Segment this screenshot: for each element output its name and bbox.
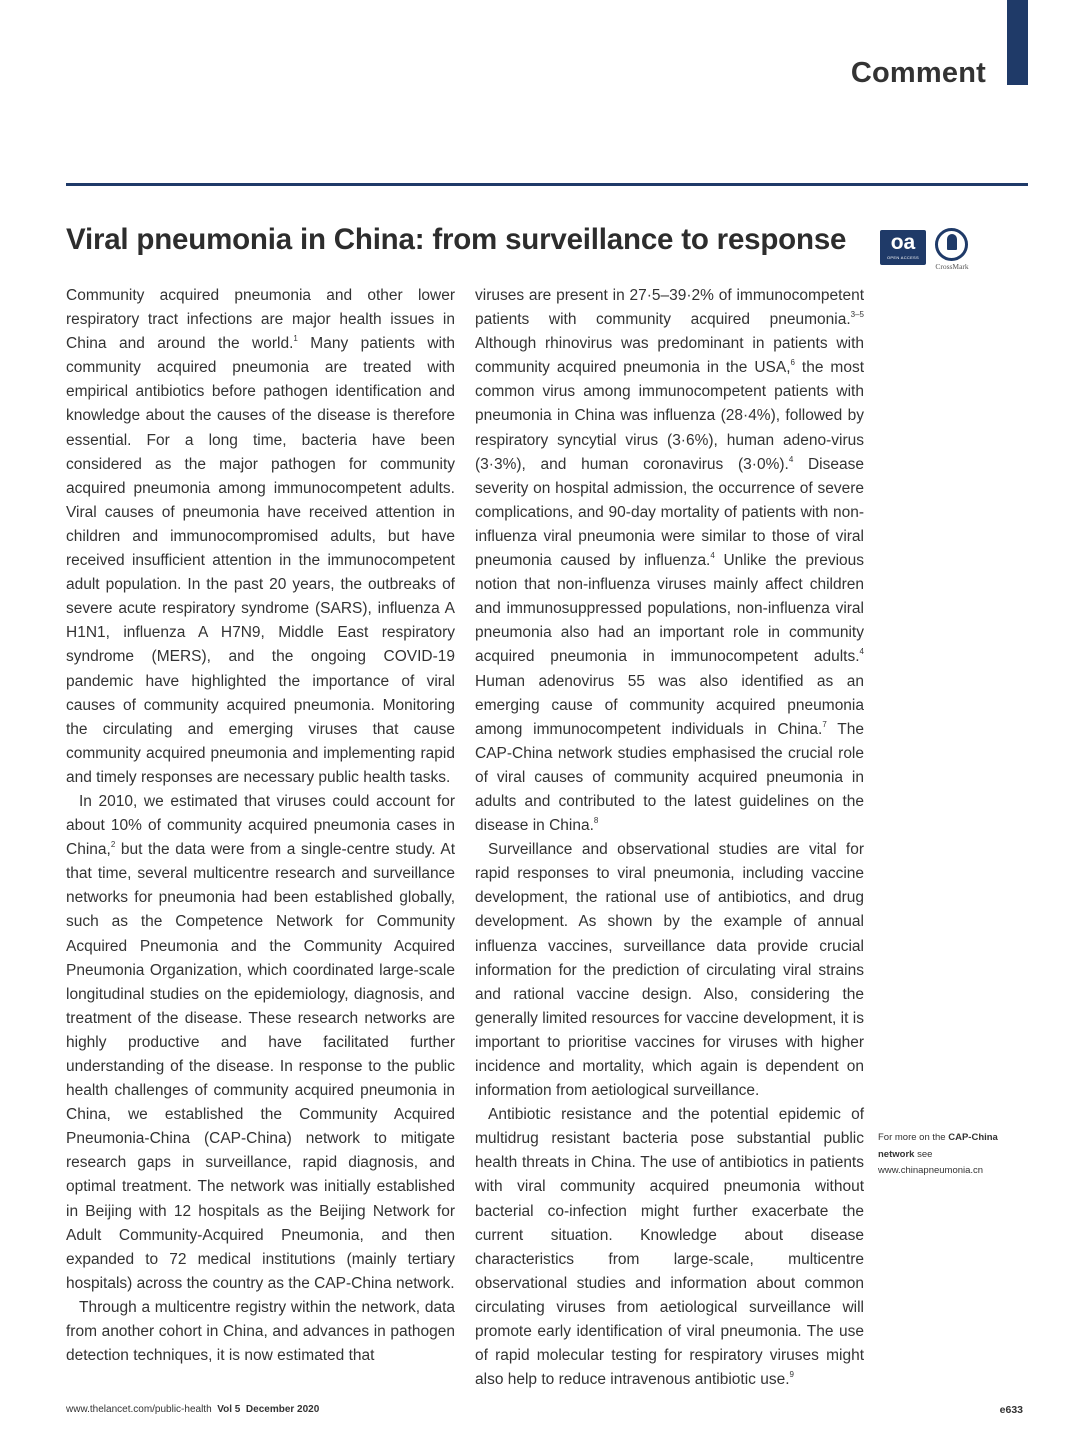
text: Human adenovirus 55 was also identified as an emerging cause of community acquired pneumonia among immunocompetent individuals in China. <box>475 672 864 738</box>
text: but the data were from a single-centre study. At that time, several multicentre research and surveillance networks for pneumonia had been established globally, such as the Competence Network for Community Acquired Pneumonia and the Community Acquired Pneumonia Organization, which coordinated large-scale longitudinal studies on the epidemiology, diagnosis, and treatment of the disease. These research networks are highly productive and have facilitated further understanding of the disease. In response to the public health challenges of community acquired pneumonia in China, we established the Community Acquired Pneumonia-China (CAP-China) network to mitigate research gaps in surveillance, rapid diagnosis, and optimal treatment. The network was initially established in Beijing with 12 hospitals as the Beijing Network for Adult Community-Acquired Pneumonia, and then expanded to 72 medical institutions (mainly tertiary hospitals) across the country as the CAP-China network. <box>66 841 455 1292</box>
crossmark-icon[interactable] <box>933 228 971 274</box>
paragraph: Through a multicentre registry within the network, data from another cohort in China, and advances in pathogen detection techniques, it is now estimated that <box>66 1298 455 1365</box>
text: Although rhinovirus was predominant in patients with community acquired pneumonia in the USA, <box>475 335 864 377</box>
text: In 2010, we estimated that viruses could account for about 10% of community acquired pneumonia cases in China, <box>66 792 455 859</box>
reference-3-5[interactable]: 3–5 <box>850 309 864 319</box>
text: Community acquired pneumonia and other lower respiratory tract infections are major health issues in China and around the world. <box>66 287 455 353</box>
reference-4[interactable]: 4 <box>710 550 715 560</box>
side-note <box>878 1130 1018 1180</box>
text: Many patients with community acquired pneumonia are treated with empirical antibiotics before pathogen identification and knowledge about the causes of the disease is therefore essential. For a long time, bacteria have been considered as the major pathogen for community acquired pneumonia among immunocompetent adults. Viral causes of pneumonia have received attention in children and immunocompromised adults, but have received insufficient attention in the immunocompetent adult population. In the past 20 years, the outbreaks of severe acute respiratory syndrome (SARS), influenza A H1N1, influenza A H7N9, Middle East respiratory syndrome (MERS), and the ongoing COVID-19 pandemic have highlighted the importance of viral causes of community acquired pneumonia. Monitoring the circulating and emerging viruses that cause community acquired pneumonia and implementing rapid and timely responses are necessary public health tasks. <box>66 335 455 786</box>
paragraph <box>66 284 455 790</box>
oa-text: oa <box>890 231 916 254</box>
open-access-icon[interactable] <box>880 230 926 265</box>
body-column-left <box>66 284 455 1368</box>
reference-2[interactable]: 2 <box>110 840 116 849</box>
paragraph <box>475 1103 864 1392</box>
paragraph <box>66 790 455 1296</box>
reference-1[interactable]: 1 <box>293 334 298 344</box>
footer-citation <box>66 1404 319 1415</box>
paragraph <box>475 284 864 838</box>
footer-volume: Vol 5 <box>217 1404 241 1415</box>
footer-url[interactable]: www.thelancet.com/public-health <box>66 1404 212 1415</box>
side-note-link[interactable]: see www.chinapneumonia.cn <box>878 1148 984 1176</box>
article-title: Viral pneumonia in China: from surveillance to response <box>66 223 847 256</box>
body-column-right <box>475 284 864 1392</box>
oa-subtext: OPEN ACCESS <box>887 255 919 260</box>
header-accent-bar <box>1007 0 1028 85</box>
crossmark-circle <box>935 228 968 261</box>
reference-4[interactable]: 4 <box>859 647 864 657</box>
reference-7[interactable]: 7 <box>822 719 827 729</box>
footer-date: December 2020 <box>245 1404 320 1415</box>
side-note-bold: CAP-China network <box>878 1132 998 1160</box>
paragraph: Surveillance and observational studies are vital for rapid responses to viral pneumonia, including vaccine development, the rational use of antibiotics, and drug development. As shown by the example of annual influenza vaccines, surveillance data provide crucial information for the prediction of circulating viral strains and rational vaccine design. Also, considering the generally limited resources for vaccine development, it is important to prioritise vaccines for viruses with higher incidence and mortality, which again is dependent on information from aetiological surveillance. <box>475 841 864 1100</box>
text: Unlike the previous notion that non-influenza viruses mainly affect children and immunosuppressed populations, non-influenza viral pneumonia also had an important role in community acquired pneumonia in immunocompetent adults. <box>475 552 864 666</box>
header-divider <box>66 183 1028 186</box>
crossmark-label: CrossMark <box>935 262 969 271</box>
section-label: Comment <box>850 57 986 89</box>
text: viruses are present in 27·5–39·2% of immunocompetent patients with community acquired pneumonia. <box>475 287 864 329</box>
text: the most common virus among immunocompetent patients with pneumonia in China was influenza (28·4%), followed by respiratory syncytial virus (3·6%), human adeno-virus (3·3%), and human coronavirus (3·0%). <box>475 359 864 473</box>
text: The CAP-China network studies emphasised the crucial role of viral causes of community acquired pneumonia in adults and contributed to the latest guidelines on the disease in China. <box>475 720 864 835</box>
reference-8[interactable]: 8 <box>593 815 599 825</box>
reference-9[interactable]: 9 <box>789 1370 794 1380</box>
side-note-prefix: For more on the <box>878 1132 949 1143</box>
reference-6[interactable]: 6 <box>790 358 795 368</box>
reference-4[interactable]: 4 <box>788 454 794 464</box>
page-number: e633 <box>999 1404 1023 1416</box>
text: Antibiotic resistance and the potential epidemic of multidrug resistant bacteria pose substantial public health threats in China. The use of antibiotics in patients with viral community acquired pneumonia without bacterial co-infection might further exacerbate the current situation. Knowledge about disease characteristics from large-scale, multicentre observational studies and information about common circulating viruses from aetiological surveillance will promote early identification of viral pneumonia. The use of rapid molecular testing for respiratory viruses might also help to reduce intravenous antibiotic use. <box>475 1106 864 1389</box>
text: Disease severity on hospital admission, the occurrence of severe complications, and 90-day mortality of patients with non-influenza viral pneumonia were similar to those of viral pneumonia caused by influenza. <box>475 455 864 570</box>
